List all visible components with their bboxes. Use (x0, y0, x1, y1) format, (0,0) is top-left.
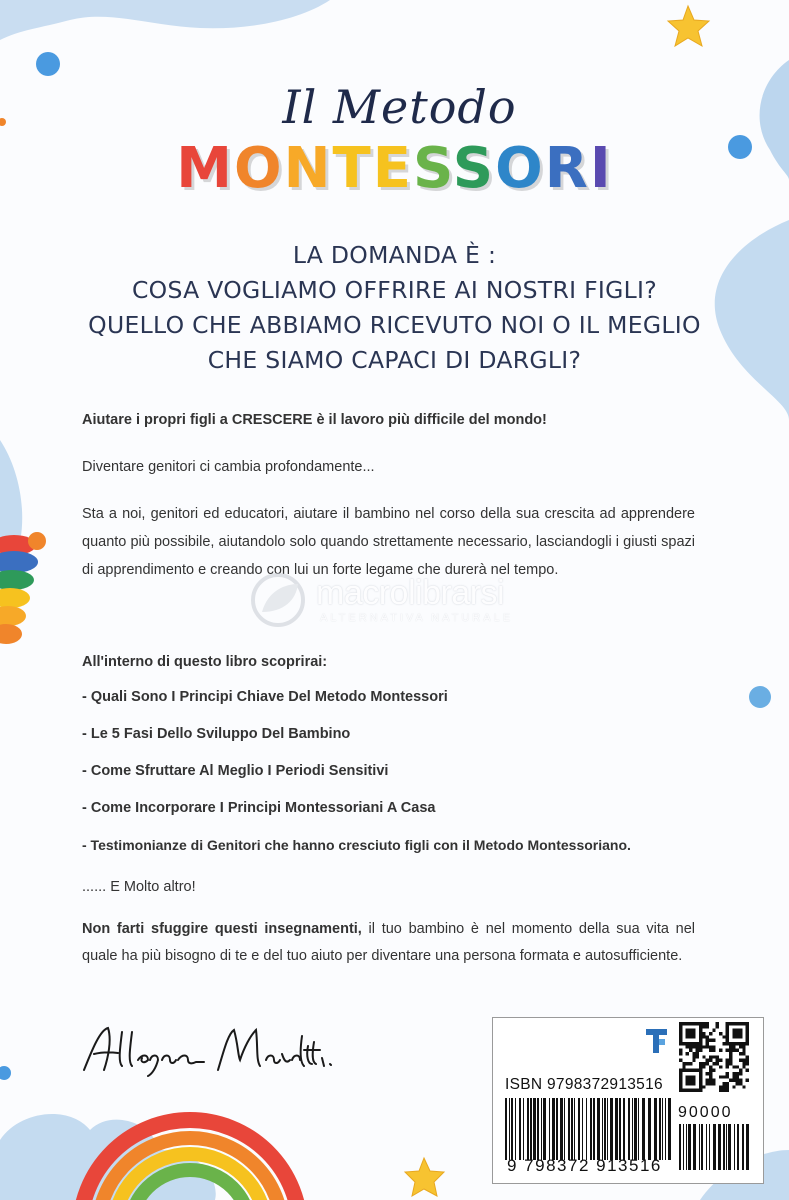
bullet-item: - Testimonianze di Genitori che hanno cresciuto figli con il Metodo Montessoriano. (82, 837, 631, 853)
stacking-rings-toy (0, 532, 46, 644)
publisher-logo-icon (643, 1025, 671, 1055)
blue-dot (749, 686, 771, 708)
closing-text: il tuo bambino è nel momento della sua vita nel quale ha più bisogno di te e del tuo aiuto per diventare una persona formata e autosufficiente. (82, 921, 695, 964)
book-title-logo (0, 80, 789, 201)
bullet-item: - Come Incorporare I Principi Montessoriani A Casa (82, 800, 436, 816)
bullet-item: - Come Sfruttare Al Meglio I Periodi Sensitivi (82, 763, 389, 779)
star-icon (405, 1158, 444, 1196)
blue-dot (36, 52, 60, 76)
bullet-item: - Le 5 Fasi Dello Sviluppo Del Bambino (82, 726, 351, 742)
watermark (248, 572, 548, 632)
qr-code (679, 1022, 749, 1092)
intro-bold-text: Aiutare i propri figli a CRESCERE è il lavoro più difficile del mondo! (82, 412, 547, 428)
blue-dot (0, 1066, 11, 1080)
question-line: QUELLO CHE ABBIAMO RICEVUTO NOI O IL MEGLIO (88, 311, 701, 339)
title-line-2 (0, 136, 789, 201)
intro-text: Diventare genitori ci cambia profondamente... (82, 459, 375, 475)
isbn-barcode-box (492, 1017, 764, 1184)
question-line: CHE SIAMO CAPACI DI DARGLI? (207, 346, 582, 374)
isbn-number: 9 798372 913516 (507, 1156, 662, 1175)
title-letter: N (283, 136, 333, 201)
title-line-1: Il Metodo (282, 80, 517, 134)
watermark-leaf-icon (248, 572, 310, 628)
title-letter: R (544, 136, 590, 201)
title-letter: M (176, 136, 235, 201)
question-line: COSA VOGLIAMO OFFRIRE AI NOSTRI FIGLI? (131, 276, 658, 304)
title-letter: O (234, 136, 284, 201)
more-text: ...... E Molto altro! (82, 879, 196, 895)
star-icon (668, 6, 709, 46)
title-letter: S (452, 136, 496, 201)
title-letter: T (332, 136, 373, 201)
closing-paragraph (82, 916, 695, 970)
question-line: LA DOMANDA È : (292, 241, 497, 269)
watermark-tagline: ALTERNATIVA NATURALE (320, 612, 514, 624)
closing-bold-text: Non farti sfuggire questi insegnamenti, (82, 921, 362, 937)
author-signature (78, 1020, 348, 1080)
watermark-name: macrolibrarsi (316, 574, 505, 612)
title-letter: E (372, 136, 413, 201)
title-letter: I (589, 136, 613, 201)
isbn-label: ISBN 9798372913516 (505, 1076, 663, 1093)
title-letter: S (412, 136, 453, 201)
top-left-cloud-blob (0, 0, 330, 40)
addon-barcode (679, 1124, 751, 1170)
bullet-item: - Quali Sono I Principi Chiave Del Metodo Montessori (82, 689, 448, 705)
price-code: 90000 (678, 1104, 733, 1121)
main-paragraph: Sta a noi, genitori ed educatori, aiutare il bambino nel corso della sua crescita ad apprendere quanto più possibile, aiutandolo solo quando strettamente necessario, lasciandogli i giusti spazi di apprendimento e creando con lui un forte legame che durerà nel tempo. (82, 506, 695, 578)
ean-barcode (505, 1098, 675, 1160)
title-letter: O (495, 136, 545, 201)
inside-heading: All'interno di questo libro scoprirai: (82, 654, 328, 670)
question-heading (60, 238, 729, 378)
